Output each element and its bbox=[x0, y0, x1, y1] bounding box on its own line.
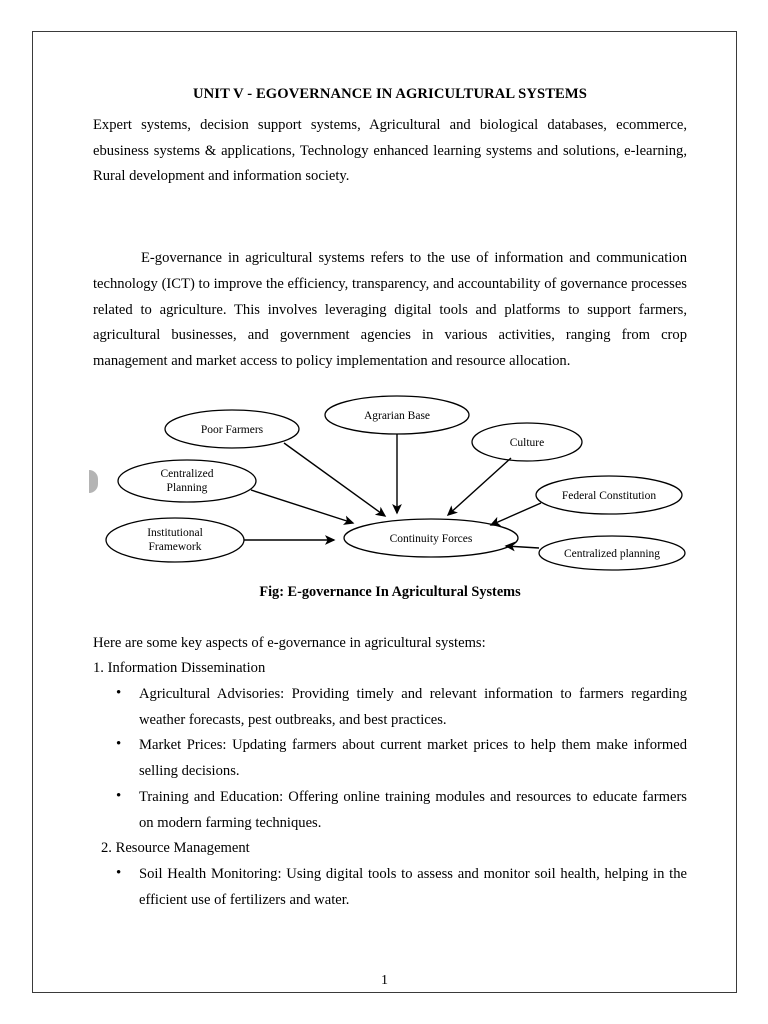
spacer bbox=[93, 601, 687, 631]
list-item: • Market Prices: Updating farmers about current market prices to help them make informed selling decisions. bbox=[93, 733, 687, 784]
egovernance-diagram bbox=[91, 392, 703, 574]
document-content bbox=[93, 32, 687, 913]
page-number: 1 bbox=[381, 973, 388, 988]
list-item: • Soil Health Monitoring: Using digital tools to assess and monitor soil health, helping in the efficient use of fertilizers and water. bbox=[93, 862, 687, 913]
label-continuity-forces: Continuity Forces bbox=[389, 532, 473, 545]
spacer bbox=[93, 375, 687, 388]
label-institutional-framework-2: Framework bbox=[148, 540, 202, 553]
label-centralized-planning-left-1: Centralized bbox=[160, 467, 214, 480]
label-centralized-planning-right: Centralized planning bbox=[563, 547, 661, 560]
arrow-centralized-planning-right bbox=[506, 546, 539, 548]
arrow-federal-constitution bbox=[491, 503, 541, 525]
label-centralized-planning-left-2: Planning bbox=[166, 481, 208, 494]
list-item: • Training and Education: Offering online training modules and resources to educate farmers on modern farming techniques. bbox=[93, 785, 687, 836]
label-institutional-framework-1: Institutional bbox=[147, 526, 203, 539]
label-agrarian-base: Agrarian Base bbox=[363, 409, 431, 422]
section-heading-2: 2. Resource Management bbox=[101, 840, 250, 857]
node-institutional-framework bbox=[106, 518, 244, 562]
syllabus-paragraph: Expert systems, decision support systems, Agricultural and biological databases, ecommerce, ebusiness systems & applications, Technology enhanced learning systems and solutions, e-learning, Rural development and information society. bbox=[93, 117, 687, 185]
arrow-centralized-planning-left bbox=[251, 490, 353, 523]
spacer bbox=[93, 190, 687, 236]
bullet-list-2 bbox=[93, 862, 687, 913]
intro-paragraph: E-governance in agricultural systems refers to the use of information and communication technology (ICT) to improve the efficiency, transparency, and accountability of governance processes related to agriculture. This involves leveraging digital tools and platforms to support farmers, agricultural businesses, and government agencies in various activities, ranging from crop management and market access to policy implementation and resource allocation. bbox=[93, 250, 687, 369]
document-page bbox=[32, 31, 737, 993]
label-federal-constitution: Federal Constitution bbox=[561, 489, 657, 502]
figure-caption: Fig: E-governance In Agricultural Systems bbox=[259, 583, 521, 600]
node-centralized-planning-left bbox=[118, 460, 256, 502]
list-item: • Agricultural Advisories: Providing timely and relevant information to farmers regarding weather forecasts, pest outbreaks, and best practices. bbox=[93, 682, 687, 733]
diagram-svg bbox=[91, 392, 703, 574]
label-poor-farmers: Poor Farmers bbox=[200, 423, 264, 436]
page-title: UNIT V - EGOVERNANCE IN AGRICULTURAL SYSTEMS bbox=[193, 86, 587, 102]
section-heading-1: 1. Information Dissemination bbox=[93, 660, 266, 677]
label-culture: Culture bbox=[509, 436, 545, 449]
arrow-culture bbox=[448, 458, 511, 515]
lead-in-line: Here are some key aspects of e-governance in agricultural systems: bbox=[93, 634, 486, 651]
bullet-list-1 bbox=[93, 682, 687, 836]
